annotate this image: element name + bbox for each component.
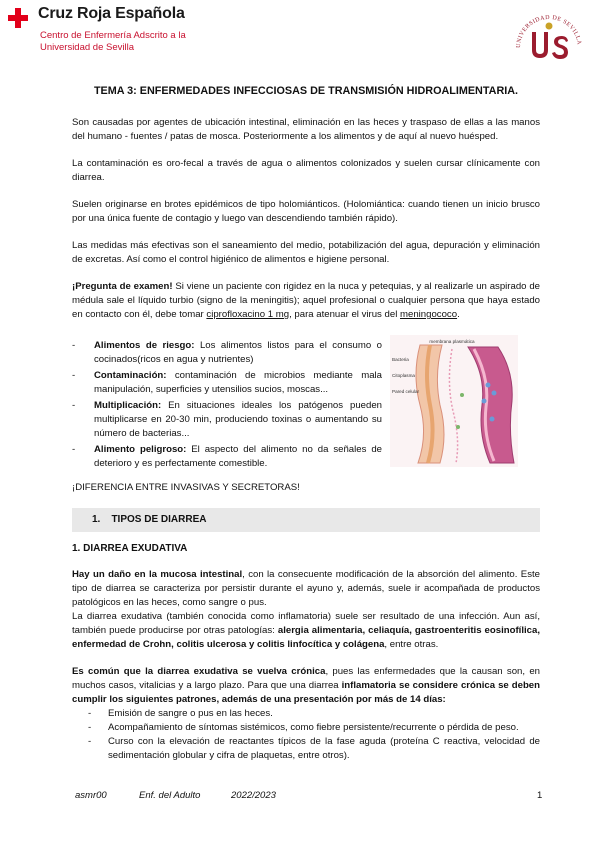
transmission-paragraph: La contaminación es oro-fecal a través de agua o alimentos colonizados y suelen cursar clínicamente con diarrea. — [72, 158, 540, 183]
intro-paragraph: Son causadas por agentes de ubicación intestinal, eliminación en las heces y traspaso de ellas a las manos del humano - fuentes / patas de mosca. Posteriormente a los alimentos y de aquí al nuevo huésped. — [72, 117, 540, 142]
chronic-diarrhea-paragraph: Es común que la diarrea exudativa se vuelva crónica, pues las enfermedades que la causan son, en muchos casos, vitalicias y a largo plazo. Para que una diarrea inflamatoria se considere crónica se deben cumplir los siguientes patrones, además de una presentación por más de 14 días: — [72, 666, 540, 705]
footer-author: asmr00 — [75, 790, 107, 801]
section-heading: 1. TIPOS DE DIARREA — [72, 508, 540, 532]
list-item: - Emisión de sangre o pus en las heces. — [88, 708, 273, 719]
drug-name: ciprofloxacino 1 mg — [206, 309, 290, 320]
exudative-causes: La diarrea exudativa (también conocida como inflamatoria) suele ser resultado de una infección. Aun así, también puede producirse por otras patologías: alergia alimentaria, celiaquía, gastroenteritis eosinofílica, enfermedad de Crohn, colitis ulcerosa y colitis linfocítica y colágena, entre otras. — [72, 611, 540, 650]
list-item: - Contaminación: contaminación de microbios mediante mala manipulación, superficies y utensilios sucios, moscas... — [72, 370, 382, 395]
figure-label-wall: Pared celular — [392, 389, 420, 394]
university-seal-icon — [510, 6, 588, 66]
list-item: - Acompañamiento de síntomas sistémicos, como fiebre persistente/recurrente o pérdida de peso. — [88, 722, 519, 733]
subsection-heading: 1. DIARREA EXUDATIVA — [72, 543, 188, 554]
exudative-definition: Hay un daño en la mucosa intestinal, con la consecuente modificación de la absorción del alimento. Este tipo de diarrea se caracteriza por persistir durante el ayuno y, además, suele ir acompañada de productos patológicos en las heces, como sangre o pus. — [72, 569, 541, 608]
org-name: Cruz Roja Española — [38, 5, 185, 22]
bacteria-membrane-illustration — [390, 335, 518, 467]
list-item: - Alimento peligroso: El aspecto del alimento no da señales de deterioro y es perfectamente comestible. — [72, 444, 383, 469]
figure-label-top: membrana plasmática — [429, 339, 475, 344]
page-number: 1 — [537, 790, 543, 801]
org-subtitle: Centro de Enfermería Adscrito a la Universidad de Sevilla — [40, 30, 186, 53]
outbreak-paragraph: Suelen originarse en brotes epidémicos de tipo holomiánticos. (Holomiántica: cuando tienen un inicio brusco por una única fuente de contagio y luego van descendiendo también rápido). — [72, 199, 540, 224]
risk-factors-list — [72, 339, 382, 473]
footer-subject: Enf. del Adulto — [139, 790, 201, 801]
document-body — [72, 78, 540, 763]
red-cross-logo-icon — [8, 8, 28, 28]
list-item: - Multiplicación: En situaciones ideales los patógenos pueden multiplicarse en 20-30 min, produciendo toxinas o aumentando su número de bacterias... — [72, 400, 382, 439]
measures-paragraph: Las medidas más efectivas son el saneamiento del medio, potabilización del agua, depuración y eliminación de excretas. Así como el control higiénico de alimentos e higiene personal. — [72, 240, 540, 265]
pathogen-name: meningococo — [400, 309, 458, 320]
figure-label-cytoplasm: Citoplasma — [392, 373, 415, 378]
svg-text:UNIVERSIDAD DE SEVILLA: UNIVERSIDAD DE SEVILLA — [515, 14, 582, 49]
exam-question-lead: ¡Pregunta de examen! — [72, 281, 173, 292]
list-item: - Alimentos de riesgo: Los alimentos listos para el consumo o cocinados(ricos en agua y nutrientes) — [72, 340, 383, 365]
difference-note: ¡DIFERENCIA ENTRE INVASIVAS Y SECRETORAS! — [72, 482, 300, 493]
page-title: TEMA 3: ENFERMEDADES INFECCIOSAS DE TRANSMISIÓN HIDROALIMENTARIA. — [93, 85, 519, 97]
risk-factors-section — [72, 335, 540, 475]
list-item: - Curso con la elevación de reactantes típicos de la fase aguda (proteína C reactiva, velocidad de sedimentación globular y cifra de plaquetas, entre otros). — [88, 736, 540, 761]
figure-label-bacteria: Bacteria — [392, 357, 409, 362]
footer-year: 2022/2023 — [231, 790, 276, 801]
page-header — [0, 0, 600, 70]
exam-question-paragraph: ¡Pregunta de examen! Si viene un paciente con rigidez en la nuca y petequias, y al realizarle un aspirado de médula sale el líquido turbio (signo de la meningitis); aquel profesional o cualquier persona que haya estado en contacto con él, debe tomar ciprofloxacino 1 mg, para atenuar el virus del meningococo. — [72, 281, 540, 320]
